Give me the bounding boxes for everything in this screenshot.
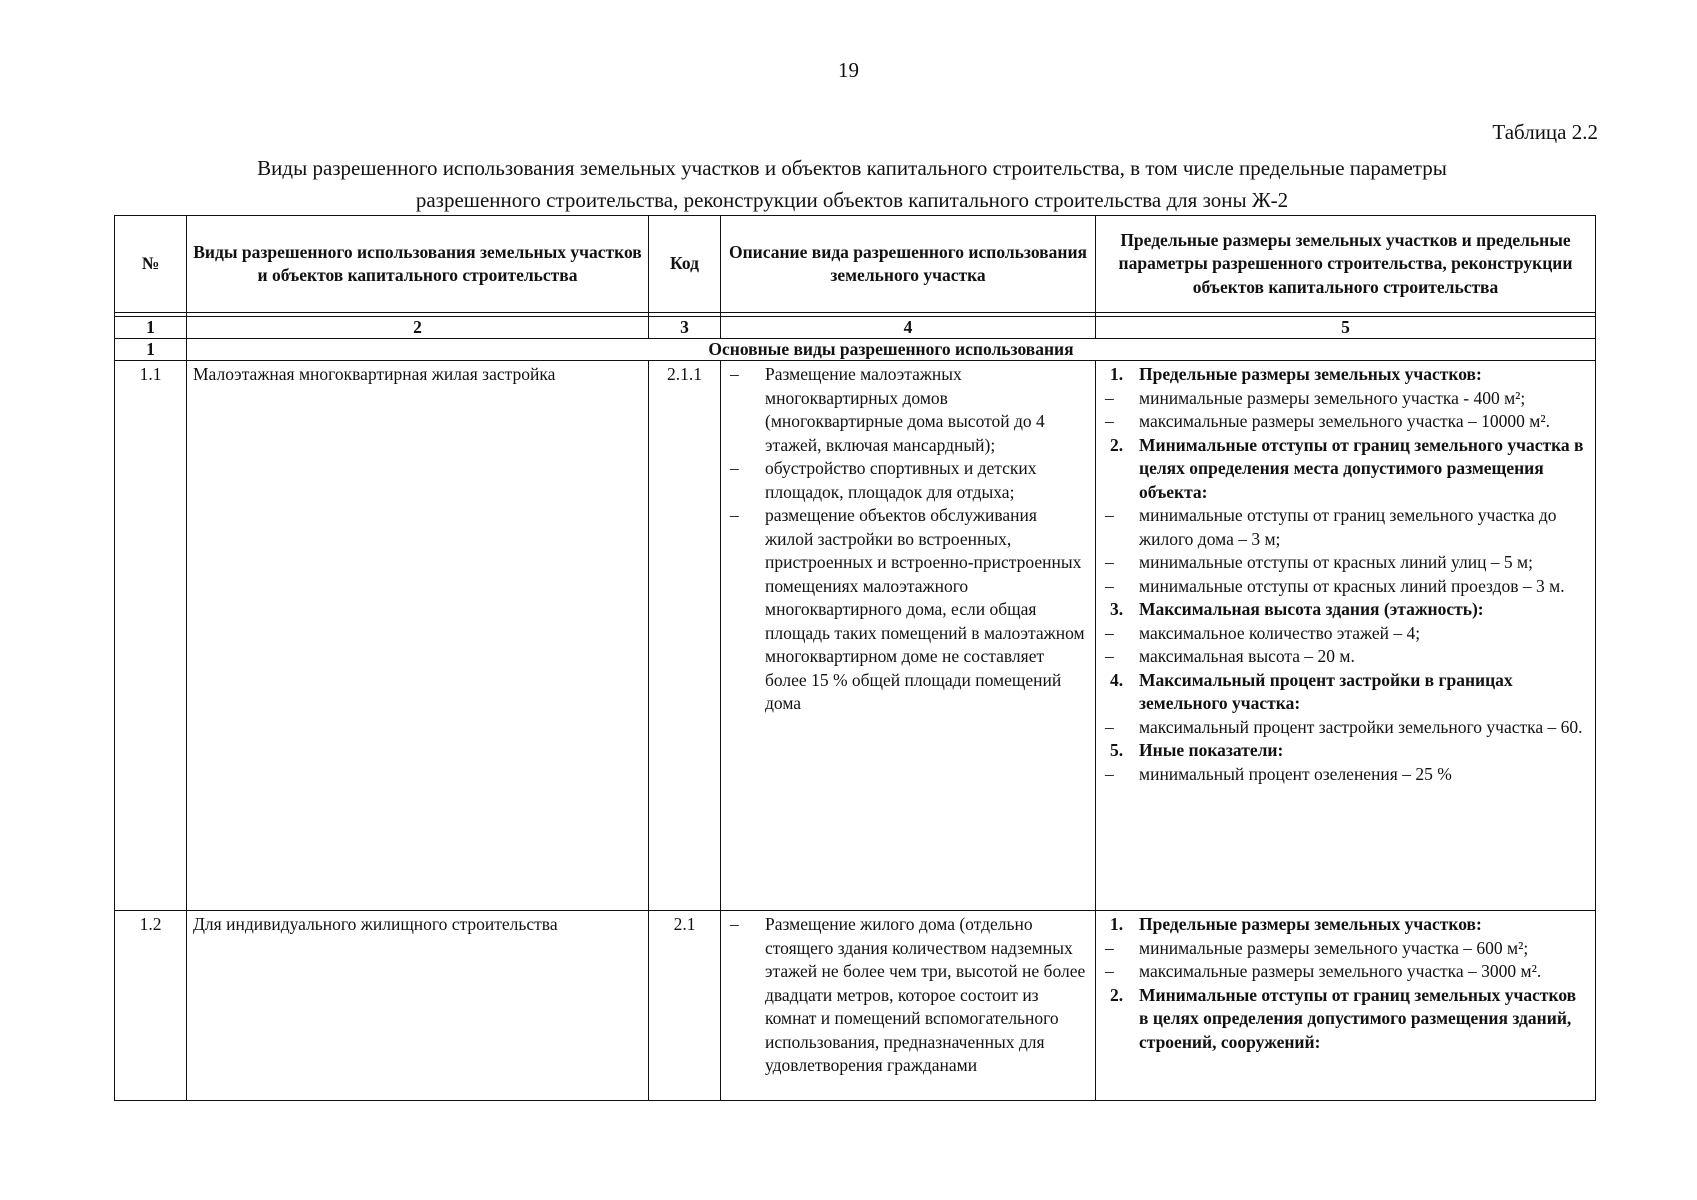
- param-item: – максимальная высота – 20 м.: [1102, 645, 1589, 669]
- header-code: Код: [649, 216, 721, 313]
- table-row: [115, 361, 1596, 911]
- param-item: – минимальный процент озеленения – 25 %: [1102, 763, 1589, 787]
- page-number: 19: [838, 58, 859, 82]
- column-number: 5: [1096, 317, 1596, 339]
- header-description: Описание вида разрешенного использования земельного участка: [721, 216, 1096, 313]
- param-item: – минимальные отступы от красных линий проездов – 3 м.: [1102, 575, 1589, 599]
- param-item: – минимальные размеры земельного участка - 400 м²;: [1102, 387, 1589, 411]
- param-item: – минимальные размеры земельного участка – 600 м²;: [1102, 937, 1589, 961]
- column-number: 3: [649, 317, 721, 339]
- param-item: – максимальный процент застройки земельного участка – 60.: [1102, 716, 1589, 740]
- column-number: 1: [115, 317, 187, 339]
- param-heading: 1. Предельные размеры земельных участков:: [1110, 364, 1482, 384]
- param-item: – максимальные размеры земельного участка – 10000 м².: [1102, 410, 1589, 434]
- row-number: 1.2: [115, 911, 187, 1101]
- row-number: 1.1: [115, 361, 187, 911]
- row-use-type: Малоэтажная многоквартирная жилая застройка: [187, 361, 649, 911]
- land-use-table: [114, 215, 1596, 1101]
- param-item: – максимальные размеры земельного участка – 3000 м².: [1102, 960, 1589, 984]
- row-description: [721, 911, 1096, 1101]
- param-heading: 2. Минимальные отступы от границ земельных участков в целях определения допустимого размещения зданий, строений, сооружений:: [1110, 984, 1577, 1052]
- column-number: 4: [721, 317, 1096, 339]
- param-heading: 5. Иные показатели:: [1110, 740, 1284, 760]
- description-item: – обустройство спортивных и детских площадок, площадок для отдыха;: [727, 457, 1089, 504]
- param-item: – минимальные отступы от красных линий улиц – 5 м;: [1102, 551, 1589, 575]
- table-title: [110, 152, 1594, 216]
- header-use-type: Виды разрешенного использования земельных участков и объектов капитального строительства: [187, 216, 649, 313]
- section-row: [115, 339, 1596, 361]
- param-item: – минимальные отступы от границ земельного участка до жилого дома – 3 м;: [1102, 504, 1589, 551]
- row-parameters: [1096, 361, 1596, 911]
- table-header-row: [115, 216, 1596, 313]
- column-number-row: [115, 317, 1596, 339]
- param-item: – максимальное количество этажей – 4;: [1102, 622, 1589, 646]
- table-label: Таблица 2.2: [1492, 120, 1598, 144]
- row-use-type: Для индивидуального жилищного строительства: [187, 911, 649, 1101]
- param-heading: 3. Максимальная высота здания (этажность):: [1110, 599, 1484, 619]
- table-row: [115, 911, 1596, 1101]
- row-description: [721, 361, 1096, 911]
- description-item: – размещение объектов обслуживания жилой застройки во встроенных, пристроенных и встроенно-пристроенных помещениях малоэтажного многоквартирного дома, если общая площадь таких помещений в малоэтажном многоквартирном доме не составляет более 15 % общей площади помещений дома: [727, 504, 1089, 716]
- param-heading: 4. Максимальный процент застройки в границах земельного участка:: [1110, 669, 1513, 713]
- section-title: Основные виды разрешенного использования: [187, 339, 1596, 361]
- param-heading: 2. Минимальные отступы от границ земельного участка в целях определения места допустимого размещения объекта:: [1110, 434, 1584, 502]
- table-title-line-1: Виды разрешенного использования земельных участков и объектов капитального строительства, в том числе предельные параметры: [257, 156, 1447, 180]
- row-parameters: [1096, 911, 1596, 1101]
- row-code: 2.1: [649, 911, 721, 1101]
- description-item: – Размещение малоэтажных многоквартирных домов (многоквартирные дома высотой до 4 этажей, включая мансардный);: [727, 363, 1089, 457]
- header-number: №: [115, 216, 187, 313]
- section-number: 1: [115, 339, 187, 361]
- header-parameters: Предельные размеры земельных участков и предельные параметры разрешенного строительства, реконструкции объектов капитального строительства: [1096, 216, 1596, 313]
- table-title-line-2: разрешенного строительства, реконструкции объектов капитального строительства для зоны Ж-2: [415, 188, 1289, 212]
- column-number: 2: [187, 317, 649, 339]
- description-item: – Размещение жилого дома (отдельно стоящего здания количеством надземных этажей не более чем три, высотой не более двадцати метров, которое состоит из комнат и помещений вспомогательного использования, предназначенных для удовлетворения гражданами: [727, 913, 1089, 1078]
- param-heading: 1. Предельные размеры земельных участков:: [1110, 914, 1482, 934]
- row-code: 2.1.1: [649, 361, 721, 911]
